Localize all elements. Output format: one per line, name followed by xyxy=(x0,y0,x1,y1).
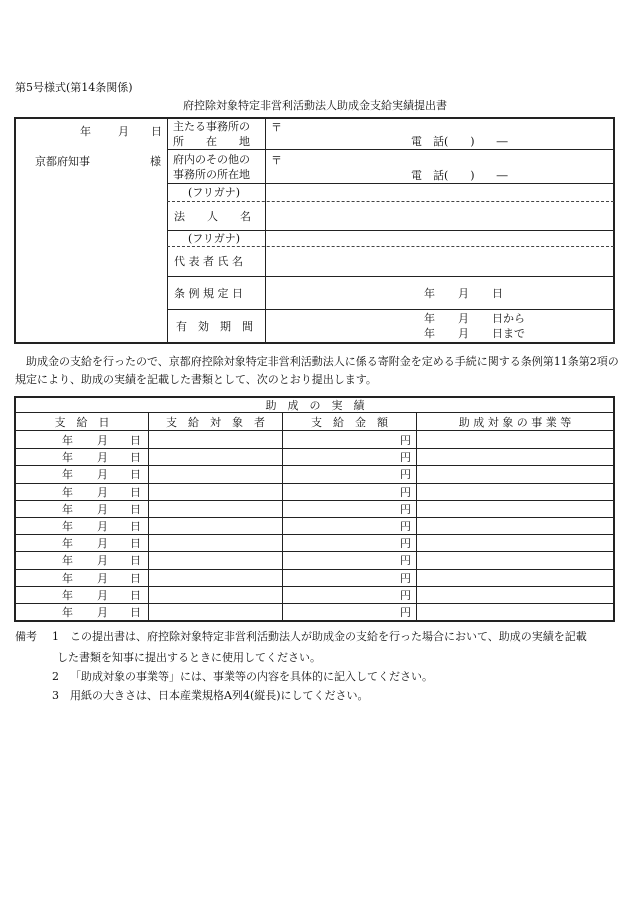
remark-2-text: 「助成対象の事業等」には、事業等の内容を具体的に記入してください。 xyxy=(70,670,433,683)
row-day-label: 日 xyxy=(130,589,141,602)
row-divider xyxy=(14,569,615,570)
col-header-recipient: 支 給 対 象 者 xyxy=(166,416,265,429)
date-year-label: 年 xyxy=(80,125,91,138)
postal-mark-2: 〒 xyxy=(271,154,282,167)
row-yen-label: 円 xyxy=(400,486,411,499)
row-month-label: 月 xyxy=(97,572,108,585)
row-divider xyxy=(14,483,615,484)
ordinance-date-label: 条 例 規 定 日 xyxy=(174,287,243,300)
ordinance-month: 月 xyxy=(458,287,469,300)
row-day-label: 日 xyxy=(130,486,141,499)
remark-1-text-line2: した書類を知事に提出するときに使用してください。 xyxy=(57,651,321,664)
main-office-label-line2: 所 在 地 xyxy=(173,135,250,148)
row-divider xyxy=(14,603,615,604)
remarks-label: 備考 xyxy=(15,630,37,643)
row-yen-label: 円 xyxy=(400,589,411,602)
col-header-amount: 支 給 金 額 xyxy=(311,416,388,429)
row-month-label: 月 xyxy=(97,537,108,550)
row-yen-label: 円 xyxy=(400,606,411,619)
date-month-label: 月 xyxy=(118,125,129,138)
phone-label-2: 電 話( ) ― xyxy=(411,169,508,182)
row-yen-label: 円 xyxy=(400,468,411,481)
row-month-label: 月 xyxy=(97,468,108,481)
row-day-label: 日 xyxy=(130,606,141,619)
row-divider xyxy=(14,465,615,466)
validity-from-month: 月 xyxy=(458,312,469,325)
results-table-title: 助 成 の 実 績 xyxy=(265,399,365,412)
date-day-label: 日 xyxy=(151,125,162,138)
row-year-label: 年 xyxy=(62,572,73,585)
col-header-payment-date: 支 給 日 xyxy=(54,416,110,429)
row-day-label: 日 xyxy=(130,554,141,567)
validity-to-day: 日まで xyxy=(492,327,525,340)
row-month-label: 月 xyxy=(97,606,108,619)
row-month-label: 月 xyxy=(97,520,108,533)
ordinance-year: 年 xyxy=(424,287,435,300)
addressee: 京都府知事 xyxy=(35,155,90,168)
other-office-label-line2: 事務所の所在地 xyxy=(173,168,250,181)
validity-to-year: 年 xyxy=(424,327,435,340)
row-day-label: 日 xyxy=(130,520,141,533)
row-day-label: 日 xyxy=(130,451,141,464)
row-yen-label: 円 xyxy=(400,537,411,550)
remark-1-text-line1: この提出書は、府控除対象特定非営利活動法人が助成金の支給を行った場合において、助成の実績を記載 xyxy=(70,630,587,643)
row-yen-label: 円 xyxy=(400,520,411,533)
remark-3-text: 用紙の大きさは、日本産業規格A列4(縦長)にしてください。 xyxy=(70,689,369,702)
document-title: 府控除対象特定非営利活動法人助成金支給実績提出書 xyxy=(183,99,447,112)
row-divider xyxy=(14,586,615,587)
row-divider xyxy=(14,500,615,501)
row-day-label: 日 xyxy=(130,537,141,550)
ordinance-day: 日 xyxy=(492,287,503,300)
row-year-label: 年 xyxy=(62,537,73,550)
row-month-label: 月 xyxy=(97,503,108,516)
addressee-honorific: 様 xyxy=(150,155,161,168)
row-day-label: 日 xyxy=(130,503,141,516)
remark-1-number: 1 xyxy=(52,630,59,643)
furigana-label-2: (フリガナ) xyxy=(188,232,241,245)
remark-2-number: 2 xyxy=(52,670,59,683)
row-year-label: 年 xyxy=(62,486,73,499)
row-day-label: 日 xyxy=(130,572,141,585)
validity-label: 有 効 期 間 xyxy=(176,320,253,333)
representative-name-label: 代 表 者 氏 名 xyxy=(174,255,243,268)
remark-3-number: 3 xyxy=(52,689,59,702)
row-year-label: 年 xyxy=(62,554,73,567)
row-month-label: 月 xyxy=(97,554,108,567)
row-year-label: 年 xyxy=(62,434,73,447)
phone-label: 電 話( ) ― xyxy=(411,135,508,148)
row-divider xyxy=(14,551,615,552)
row-yen-label: 円 xyxy=(400,572,411,585)
validity-from-day: 日から xyxy=(492,312,525,325)
row-month-label: 月 xyxy=(97,589,108,602)
row-yen-label: 円 xyxy=(400,451,411,464)
form-number: 第5号様式(第14条関係) xyxy=(15,81,133,94)
row-day-label: 日 xyxy=(130,434,141,447)
validity-from-year: 年 xyxy=(424,312,435,325)
row-yen-label: 円 xyxy=(400,503,411,516)
row-divider xyxy=(14,534,615,535)
main-office-label-line1: 主たる事務所の xyxy=(173,120,250,133)
row-yen-label: 円 xyxy=(400,554,411,567)
col-header-project: 助 成 対 象 の 事 業 等 xyxy=(458,416,572,429)
row-year-label: 年 xyxy=(62,589,73,602)
row-year-label: 年 xyxy=(62,468,73,481)
row-year-label: 年 xyxy=(62,520,73,533)
corp-name-label: 法 人 名 xyxy=(174,210,251,223)
postal-mark: 〒 xyxy=(271,121,282,134)
row-month-label: 月 xyxy=(97,434,108,447)
row-yen-label: 円 xyxy=(400,434,411,447)
row-year-label: 年 xyxy=(62,451,73,464)
furigana-label-1: (フリガナ) xyxy=(188,186,241,199)
row-year-label: 年 xyxy=(62,606,73,619)
row-year-label: 年 xyxy=(62,503,73,516)
row-month-label: 月 xyxy=(97,486,108,499)
row-divider xyxy=(14,517,615,518)
body-paragraph: 助成金の支給を行ったので、京都府控除対象特定非営利活動法人に係る寄附金を定める手続に関する条例第11条第2項の規定により、助成の実績を記載した書類として、次のとおり提出します。 xyxy=(15,355,619,386)
other-office-label-line1: 府内のその他の xyxy=(173,153,250,166)
row-day-label: 日 xyxy=(130,468,141,481)
validity-to-month: 月 xyxy=(458,327,469,340)
row-divider xyxy=(14,448,615,449)
row-month-label: 月 xyxy=(97,451,108,464)
